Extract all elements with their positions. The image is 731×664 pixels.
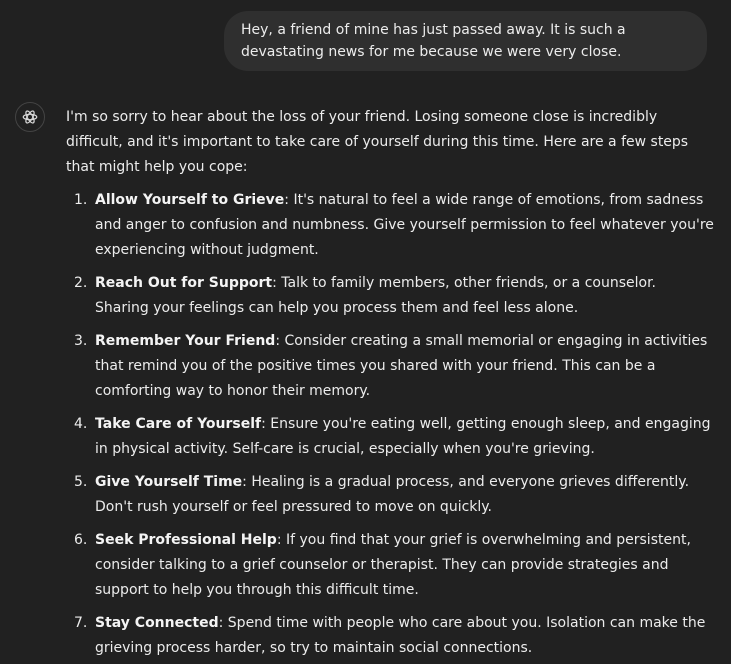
list-item-title: Stay Connected: [95, 615, 219, 631]
list-item-title: Seek Professional Help: [95, 532, 277, 548]
list-item: [66, 611, 714, 661]
list-item-text: : Ensure you're eating well, getting enough sleep, and engaging in physical activity. Self-care is crucial, especially when you're grieving.: [95, 416, 711, 457]
user-message-bubble: [224, 11, 707, 71]
list-item-text: : Healing is a gradual process, and everyone grieves differently. Don't rush yourself or feel pressured to move on quickly.: [95, 474, 690, 515]
list-item-text: : It's natural to feel a wide range of emotions, from sadness and anger to confusion and numbness. Give yourself permission to feel whatever you're experiencing without judgment.: [95, 192, 714, 258]
list-item: [66, 470, 714, 520]
assistant-avatar: [15, 102, 45, 132]
list-item-text: : Consider creating a small memorial or engaging in activities that remind you of the positive times you shared with your friend. This can be a comforting way to honor their memory.: [95, 333, 708, 399]
openai-logo-icon: [21, 108, 39, 126]
list-item-number: 3.: [74, 333, 88, 349]
list-item-title: Take Care of Yourself: [95, 416, 262, 432]
user-message-text: Hey, a friend of mine has just passed away. It is such a devastating news for me because we were very close.: [241, 22, 626, 60]
list-item-number: 1.: [74, 192, 88, 208]
list-item-number: 5.: [74, 474, 88, 490]
list-item: [66, 271, 714, 321]
assistant-message: [66, 105, 714, 664]
list-item-text: : Spend time with people who care about you. Isolation can make the grieving process harder, so try to maintain social connections.: [95, 615, 706, 656]
list-item-number: 6.: [74, 532, 88, 548]
list-item: [66, 412, 714, 462]
coping-steps-list: [66, 188, 714, 661]
list-item-title: Give Yourself Time: [95, 474, 243, 490]
list-item-title: Reach Out for Support: [95, 275, 273, 291]
list-item-text: : Talk to family members, other friends, or a counselor. Sharing your feelings can help you process them and feel less alone.: [95, 275, 657, 316]
list-item: [66, 528, 714, 603]
list-item: [66, 188, 714, 263]
list-item-number: 2.: [74, 275, 88, 291]
list-item-number: 4.: [74, 416, 88, 432]
list-item-number: 7.: [74, 615, 88, 631]
list-item-title: Remember Your Friend: [95, 333, 276, 349]
list-item: [66, 329, 714, 404]
assistant-intro: I'm so sorry to hear about the loss of your friend. Losing someone close is incredibly difficult, and it's important to take care of yourself during this time. Here are a few steps that might help you cope:: [66, 109, 689, 175]
list-item-text: : If you find that your grief is overwhelming and persistent, consider talking to a grief counselor or therapist. They can provide strategies and support to help you through this difficult time.: [95, 532, 691, 598]
list-item-title: Allow Yourself to Grieve: [95, 192, 285, 208]
